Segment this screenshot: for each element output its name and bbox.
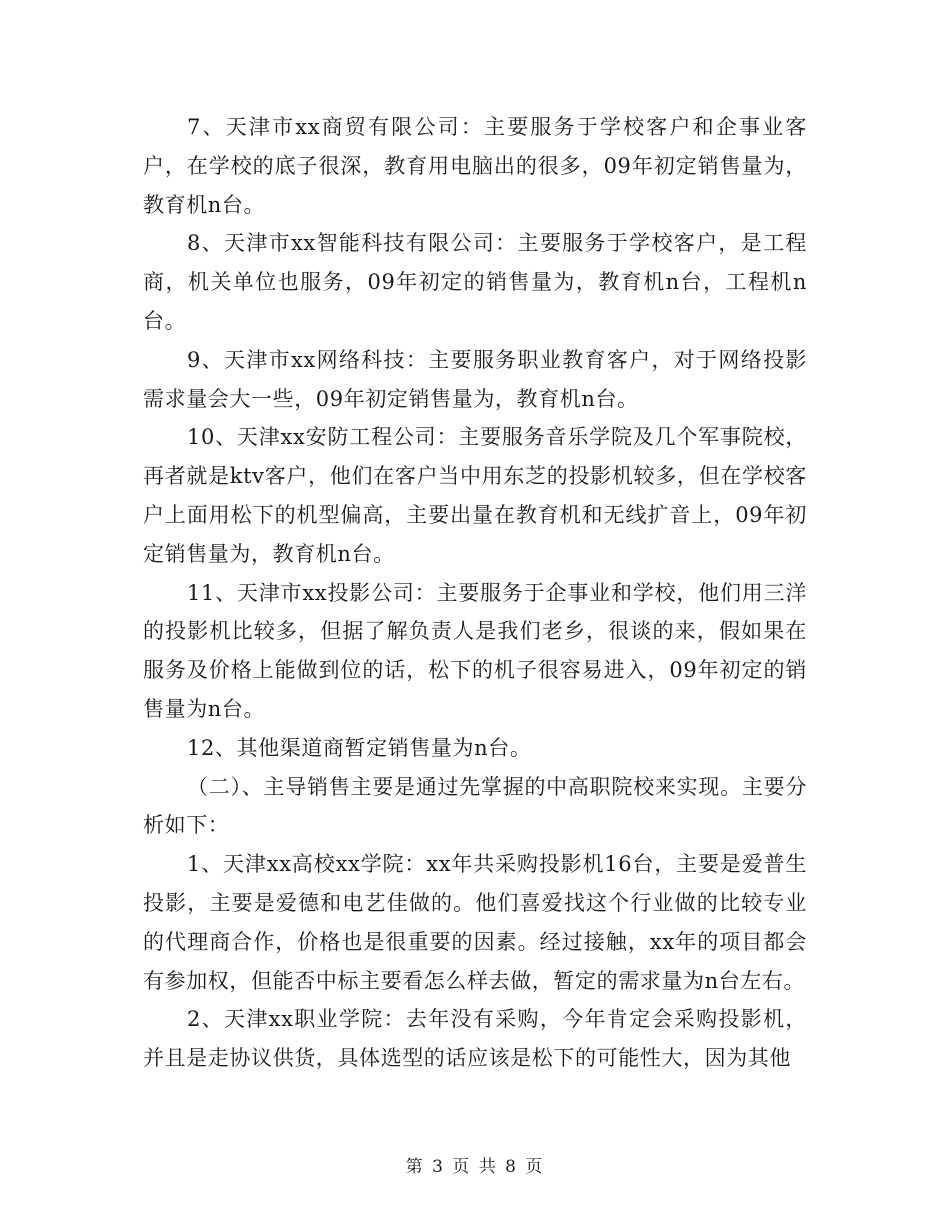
paragraph-12: 12、其他渠道商暂定销售量为n台。 xyxy=(187,735,532,760)
page-number-footer: 第 3 页 共 8 页 xyxy=(405,1157,545,1177)
paragraph-section2-1: 1、天津xx高校xx学院：xx年共采购投影机16台，主要是爱普生投影，主要是爱德和电艺佳做的。他们喜爱找这个行业做的比较专业的代理商合作，价格也是很重要的因素。经过接触，xx年的项目都会有参加权，但能否中标主要看怎么样去做，暂定的需求量为n台左右。 xyxy=(143,852,807,993)
document-body xyxy=(143,108,807,1078)
paragraph-7: 7、天津市xx商贸有限公司：主要服务于学校客户和企事业客户，在学校的底子很深，教育用电脑出的很多，09年初定销售量为，教育机n台。 xyxy=(143,115,807,217)
paragraph-10: 10、天津xx安防工程公司：主要服务音乐学院及几个军事院校，再者就是ktv客户，他们在客户当中用东芝的投影机较多，但在学校客户上面用松下的机型偏高，主要出量在教育机和无线扩音上，09年初定销售量为，教育机n台。 xyxy=(143,425,807,566)
section-heading-two: （二）、主导销售主要是通过先掌握的中高职院校来实现。主要分析如下： xyxy=(143,774,807,838)
paragraph-9: 9、天津市xx网络科技：主要服务职业教育客户，对于网络投影需求量会大一些，09年初定销售量为，教育机n台。 xyxy=(143,347,807,411)
paragraph-8: 8、天津市xx智能科技有限公司：主要服务于学校客户，是工程商，机关单位也服务，09年初定的销售量为，教育机n台，工程机n台。 xyxy=(143,231,807,333)
paragraph-section2-2: 2、天津xx职业学院：去年没有采购，今年肯定会采购投影机，并且是走协议供货，具体选型的话应该是松下的可能性大，因为其他 xyxy=(143,1007,807,1071)
paragraph-11: 11、天津市xx投影公司：主要服务于企事业和学校，他们用三洋的投影机比较多，但据了解负责人是我们老乡，很谈的来，假如果在服务及价格上能做到位的话，松下的机子很容易进入，09年初定的销售量为n台。 xyxy=(143,580,807,721)
